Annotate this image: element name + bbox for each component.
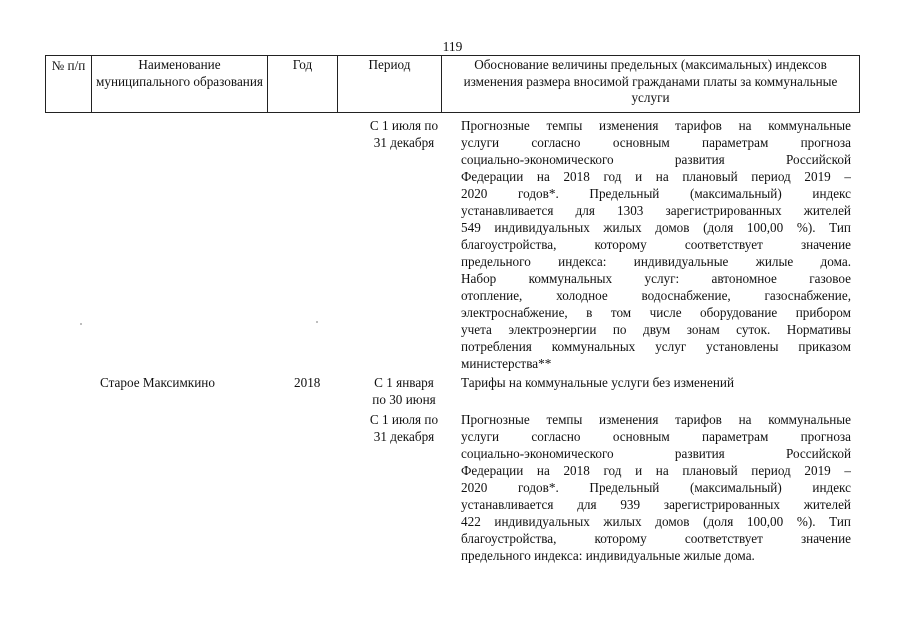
basis-text-line: предельного индекса: индивидуальные жилые дома. — [461, 254, 851, 269]
table-row-2-period — [352, 411, 456, 445]
basis-text-line: благоустройства, которому соответствует значение — [461, 237, 851, 252]
period-line: 31 декабря — [373, 135, 435, 150]
basis-text-line: 2020 годов*. Предельный (максимальный) индекс — [461, 186, 851, 201]
period-line: С 1 июля по — [369, 412, 439, 427]
basis-text-line: услуги согласно основным параметрам прогноза — [461, 135, 851, 150]
header-col-period: Период — [338, 56, 442, 113]
basis-text-line: электроснабжение, в том числе оборудование прибором — [461, 305, 851, 320]
header-col-basis: Обоснование величины предельных (максимальных) индексов изменения размера вносимой гражданами платы за коммунальные услуги — [442, 56, 860, 113]
header-col-year: Год — [268, 56, 338, 113]
table-row-1-basis — [461, 374, 851, 391]
scan-speck — [316, 321, 318, 323]
table-row-0-basis — [461, 117, 851, 372]
basis-text-line: Прогнозные темпы изменения тарифов на коммунальные — [461, 118, 851, 133]
basis-text-line: социально-экономического развития Российской — [461, 446, 851, 461]
page-number: 119 — [442, 39, 463, 54]
basis-text-line: Прогнозные темпы изменения тарифов на коммунальные — [461, 412, 851, 427]
table-row-2-basis — [461, 411, 851, 564]
basis-text-line: устанавливается для 1303 зарегистрированных жителей — [461, 203, 851, 218]
basis-text-line: потребления коммунальных услуг установлены приказом — [461, 339, 851, 354]
period-line: С 1 января — [374, 375, 434, 390]
header-col-name: Наименование муниципального образования — [92, 56, 268, 113]
basis-text-line: устанавливается для 939 зарегистрированных жителей — [461, 497, 851, 512]
basis-text-line: Набор коммунальных услуг: автономное газовое — [461, 271, 851, 286]
scan-speck — [80, 323, 82, 325]
basis-text-line: 422 индивидуальных жилых домов (доля 100,00 %). Тип — [461, 514, 851, 529]
basis-text-line: учета электроэнергии по двум зонам суток. Нормативы — [461, 322, 851, 337]
basis-text-line: Федерации на 2018 год и на плановый период 2019 – — [461, 463, 851, 478]
header-col-number: № п/п — [46, 56, 92, 113]
basis-text-line: Федерации на 2018 год и на плановый период 2019 – — [461, 169, 851, 184]
table-row-1-year: 2018 — [294, 375, 321, 390]
basis-text-line: предельного индекса: индивидуальные жилые дома. — [461, 548, 755, 563]
basis-text-line: отопление, холодное водоснабжение, газоснабжение, — [461, 288, 851, 303]
basis-text-line: Тарифы на коммунальные услуги без изменений — [461, 375, 734, 390]
period-line: по 30 июня — [372, 392, 436, 407]
table-header — [45, 55, 860, 113]
basis-text-line: министерства** — [461, 356, 552, 371]
basis-text-line: услуги согласно основным параметрам прогноза — [461, 429, 851, 444]
table-row-1-name: Старое Максимкино — [100, 375, 215, 390]
table-row-1-period — [352, 374, 456, 408]
basis-text-line: 549 индивидуальных жилых домов (доля 100,00 %). Тип — [461, 220, 851, 235]
table-row-0-period — [352, 117, 456, 151]
period-line: 31 декабря — [373, 429, 435, 444]
basis-text-line: благоустройства, которому соответствует значение — [461, 531, 851, 546]
period-line: С 1 июля по — [369, 118, 439, 133]
basis-text-line: социально-экономического развития Российской — [461, 152, 851, 167]
basis-text-line: 2020 годов*. Предельный (максимальный) индекс — [461, 480, 851, 495]
